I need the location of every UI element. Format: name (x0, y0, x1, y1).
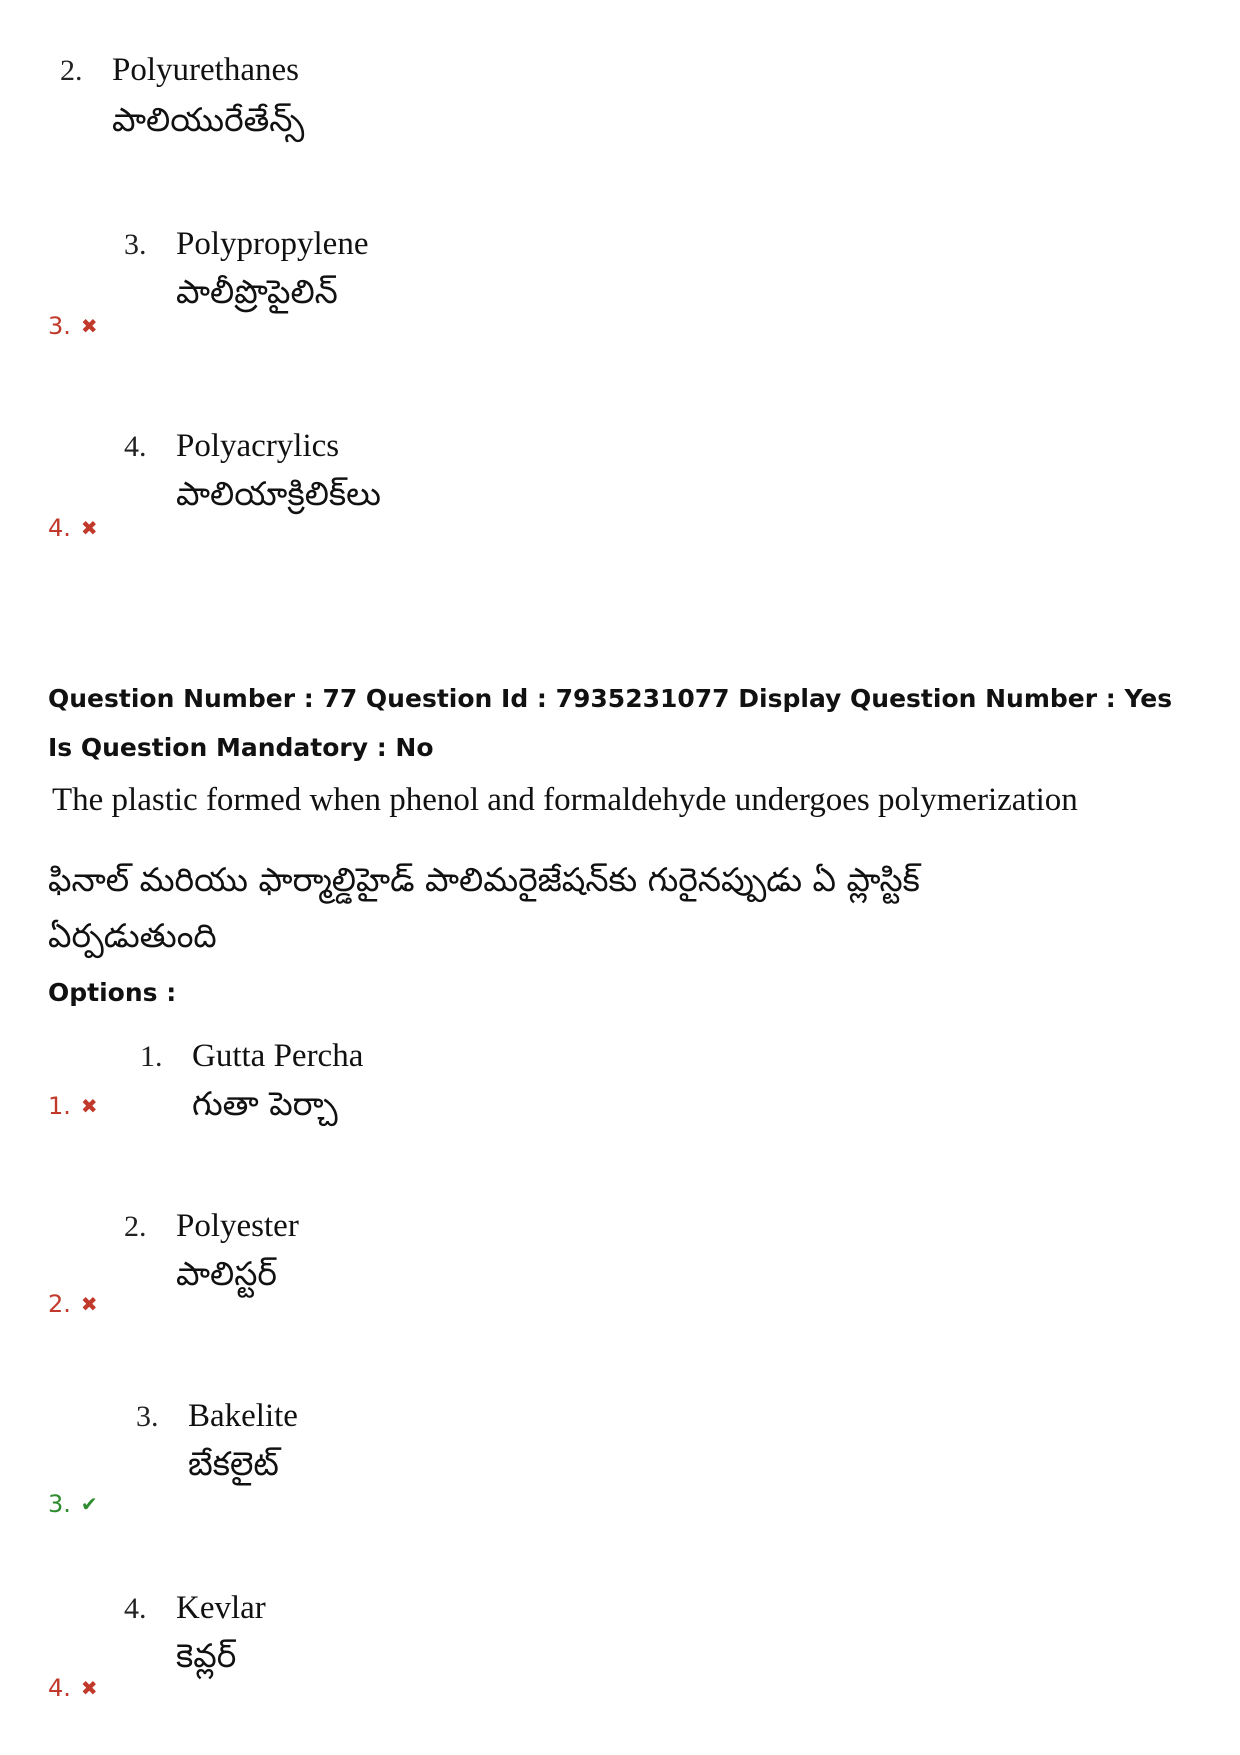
option-marker (48, 1674, 98, 1702)
option-text-en: Kevlar (176, 1590, 266, 1626)
option-number: 3. (124, 228, 147, 261)
option-marker-number: 1. (48, 1092, 71, 1120)
option-marker (48, 514, 98, 542)
option-marker-number: 3. (48, 1490, 71, 1518)
option-number: 1. (140, 1040, 163, 1073)
cross-icon: ✖ (80, 1292, 98, 1316)
question-text-en: The plastic formed when phenol and formaldehyde undergoes polymerization (52, 782, 1078, 818)
question-text-te: ఫినాల్ మరియు ఫార్మాల్డిహైడ్ పాలిమరైజేషన్‌కు గురైనప్పుడు ఏ ప్లాస్టిక్ ఏర్పడుతుంది (48, 860, 920, 955)
cross-icon: ✖ (80, 516, 98, 540)
option-text-en: Polyacrylics (176, 428, 340, 464)
option-text-te: పాలిస్టర్ (176, 1254, 277, 1293)
option-text-te: పాలీప్రొపైలిన్ (176, 272, 338, 311)
options-label: Options : (48, 978, 177, 1007)
cross-icon: ✖ (80, 1676, 98, 1700)
option-number: 2. (124, 1210, 147, 1243)
option-marker (48, 1490, 98, 1518)
option-marker (48, 312, 98, 340)
option-text-te: బేకలైట్ (188, 1444, 279, 1483)
option-text-te: పాలియాక్రిలిక్‌లు (176, 474, 381, 513)
option-marker-number: 3. (48, 312, 71, 340)
option-number: 2. (60, 54, 83, 87)
option-marker-number: 4. (48, 1674, 71, 1702)
option-text-en: Polyester (176, 1208, 299, 1244)
option-number: 4. (124, 1592, 147, 1625)
option-text-te: కెవ్లర్ (176, 1636, 237, 1675)
option-marker (48, 1092, 98, 1120)
option-number: 3. (136, 1400, 159, 1433)
cross-icon: ✖ (80, 314, 98, 338)
option-marker-number: 2. (48, 1290, 71, 1318)
option-text-en: Polypropylene (176, 226, 369, 262)
option-text-en: Polyurethanes (112, 52, 299, 88)
option-marker (48, 1290, 98, 1318)
check-icon: ✔ (80, 1492, 98, 1516)
option-text-en: Gutta Percha (192, 1038, 364, 1074)
option-marker-number: 4. (48, 514, 71, 542)
option-text-te: గుతా పెర్చా (192, 1084, 338, 1123)
option-text-te: పాలియురేతేన్స్ (112, 100, 305, 139)
option-number: 4. (124, 430, 147, 463)
option-text-en: Bakelite (188, 1398, 298, 1434)
question-meta: Question Number : 77 Question Id : 7935231077 Display Question Number : Yes Is Question Mandatory : No (48, 684, 1173, 762)
cross-icon: ✖ (80, 1094, 98, 1118)
